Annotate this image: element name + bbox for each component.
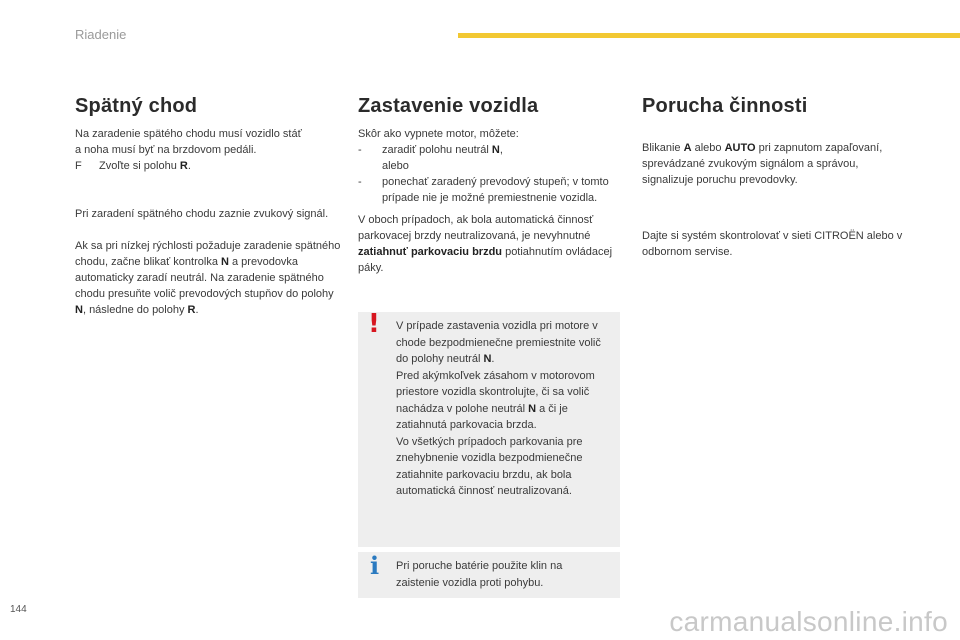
warning-exclamation-icon: ! <box>368 309 380 339</box>
section-title: Riadenie <box>75 27 127 42</box>
emphasis-text: zatiahnuť parkovaciu brzdu <box>358 246 503 258</box>
paragraph: Ak sa pri nízkej rýchlosti požaduje zaradenie spätného chodu, začne blikať kontrolka N a prevodovka automaticky zaradí neutrál. Na zaradenie spätného chodu presuňte volič prevodových stupňov do polohy N, následne do polohy R. <box>75 240 341 316</box>
gear-letter: N <box>483 353 492 365</box>
column-malfunction <box>642 140 912 260</box>
gear-letter: N <box>75 304 83 316</box>
info-text: Pri poruche batérie použite klin na zaistenie vozidla proti pohybu. <box>396 560 563 589</box>
warning-text: V prípade zastavenia vozidla pri motore v chode bezpodmienečne premiestnite volič do polohy neutrál N. <box>396 320 601 365</box>
list-item <box>358 174 620 206</box>
gear-letter: N <box>491 144 500 156</box>
instruction-bullet-icon: F <box>75 160 82 172</box>
gear-letter: R <box>187 304 196 316</box>
heading-malfunction: Porucha činnosti <box>642 95 808 117</box>
warning-text: Pred akýmkoľvek zásahom v motorovom priestore vozidla skontrolujte, či sa volič nachádza v polohe neutrál N a či je zatiahnutá parkovacia brzda. <box>396 369 595 431</box>
info-box <box>358 552 620 598</box>
watermark: carmanualsonline.info <box>669 606 948 637</box>
gear-letter: R <box>179 160 188 172</box>
indicator-letter: A <box>683 142 692 154</box>
heading-stopping-vehicle: Zastavenie vozidla <box>358 95 539 117</box>
dash-marker: - <box>358 176 362 188</box>
paragraph: Na zaradenie spätého chodu musí vozidlo stáť <box>75 128 302 140</box>
dash-marker: - <box>358 144 362 156</box>
paragraph: Skôr ako vypnete motor, môžete: <box>358 128 519 140</box>
list-item-text: ponechať zaradený prevodový stupeň; v tomto prípade nie je možné premiestnenie vozidla. <box>382 176 609 204</box>
info-icon: i <box>370 551 380 580</box>
punctuation: . <box>187 160 191 172</box>
page-number: 144 <box>10 604 27 615</box>
warning-box <box>358 309 620 547</box>
column-reverse-gear <box>75 126 345 318</box>
instruction-text: Zvoľte si polohu <box>99 160 180 172</box>
list-item: - zaradiť polohu neutrál N, <box>358 144 503 156</box>
paragraph: Blikanie A alebo AUTO pri zapnutom zapaľovaní, sprevádzané zvukovým signálom a správou, signalizuje poruchu prevodovky. <box>642 142 883 186</box>
paragraph: Pri zaradení spätného chodu zaznie zvukový signál. <box>75 208 329 220</box>
warning-text: Vo všetkých prípadoch parkovania pre znehybnenie vozidla bezpodmienečne zatiahnite parkovaciu brzdu, ak bola automatická činnosť neutralizovaná. <box>396 435 583 497</box>
paragraph: a noha musí byť na brzdovom pedáli. <box>75 144 257 156</box>
list-item-or: alebo <box>382 160 409 172</box>
heading-reverse-gear: Spätný chod <box>75 95 198 117</box>
instruction-item <box>75 158 345 174</box>
indicator-label: AUTO <box>724 142 756 154</box>
paragraph: V oboch prípadoch, ak bola automatická činnosť parkovacej brzdy neutralizovaná, je nevyhnutné zatiahnuť parkovaciu brzdu potiahnutím ovládacej páky. <box>358 214 613 274</box>
gear-letter: N <box>221 256 229 268</box>
column-stopping-vehicle <box>358 126 620 276</box>
header-accent-bar <box>458 33 960 38</box>
paragraph: Dajte si systém skontrolovať v sieti CITROËN alebo v odbornom servise. <box>642 230 903 258</box>
gear-letter: N <box>528 402 537 415</box>
